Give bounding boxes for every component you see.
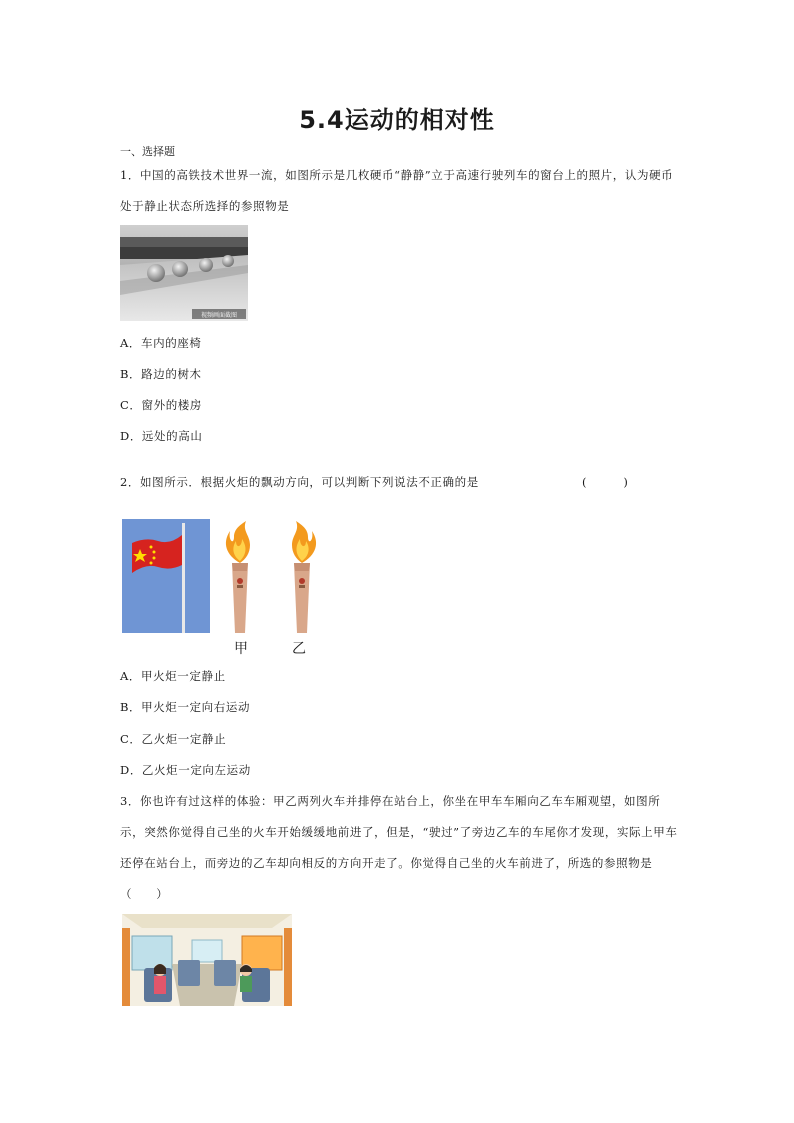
q2-option-d: D．乙火炬一定向左运动 <box>120 763 251 777</box>
q2-option-c: C．乙火炬一定静止 <box>120 732 227 746</box>
question-2-stem: 2．如图所示．根据火炬的飘动方向，可以判断下列说法不正确的是 <box>120 475 479 489</box>
question-3-stem: 3．你也许有过这样的体验：甲乙两列火车并排停在站台上，你坐在甲车车厢向乙车车厢观望，如图所示，突然你觉得自己坐的火车开始缓缓地前进了，但是，“驶过”了旁边乙车的车尾你才发现，实际上甲车还停在站台上，而旁边的乙车却向相反的方向开走了。你觉得自己坐的火车前进了，所选的参照物是（ ） <box>120 794 678 901</box>
question-2-bracket: ( ) <box>582 475 629 489</box>
coins-on-windowsill-photo <box>120 225 248 321</box>
q1-option-b: B．路边的树木 <box>120 367 202 381</box>
torch-yi-label: 乙 <box>292 641 306 657</box>
flag-pole-photo <box>122 519 210 633</box>
photo-watermark: 视频画面截图 <box>200 312 238 319</box>
torch-jia-label: 甲 <box>234 641 248 657</box>
section-heading: 一、选择题 <box>120 145 175 158</box>
q2-option-a: A．甲火炬一定静止 <box>120 669 226 683</box>
page-title: 5.4运动的相对性 <box>299 106 495 134</box>
q1-option-c: C．窗外的楼房 <box>120 398 202 412</box>
train-carriage-illustration <box>122 914 292 1006</box>
torch-yi-image <box>282 519 322 635</box>
torch-jia-image <box>220 519 260 635</box>
question-1-stem: 1．中国的高铁技术世界一流，如图所示是几枚硬币“静静”立于高速行驶列车的窗台上的照片，认为硬币处于静止状态所选择的参照物是 <box>120 168 674 213</box>
q1-option-d: D．远处的高山 <box>120 429 203 443</box>
q1-option-a: A．车内的座椅 <box>120 336 202 350</box>
q2-option-b: B．甲火炬一定向右运动 <box>120 700 251 714</box>
